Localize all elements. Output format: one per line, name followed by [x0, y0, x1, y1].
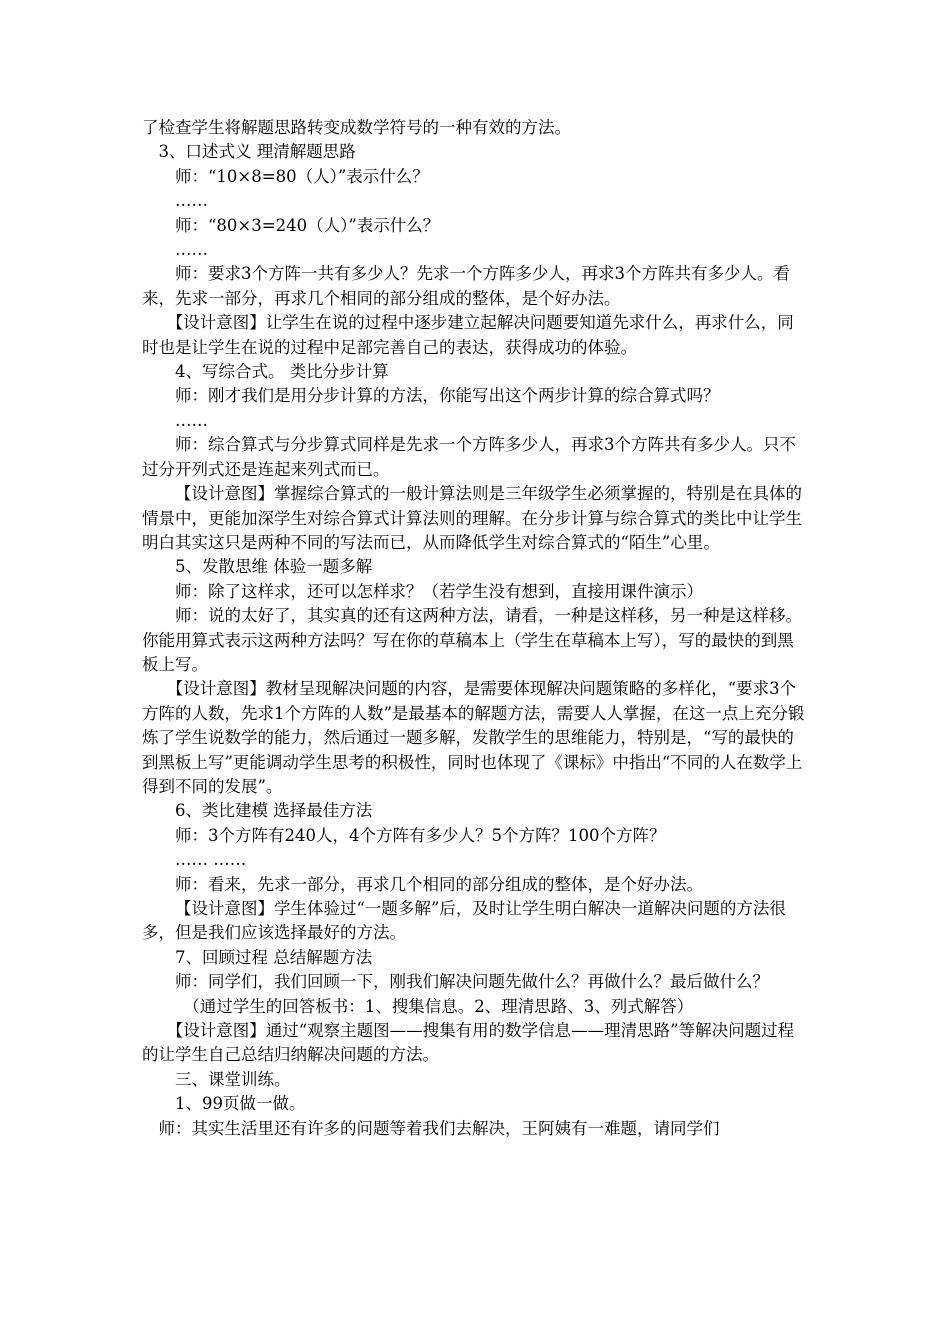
body-text — [142, 116, 810, 1141]
paragraph: 【设计意图】通过“观察主题图——搜集有用的数学信息——理清思路”等解决问题过程的让学生自己总结归纳解决问题的方法。 — [142, 1021, 795, 1065]
paragraph: …… — [175, 410, 208, 430]
paragraph: …… — [175, 191, 208, 211]
paragraph: 1、99页做一做。 — [175, 1094, 306, 1114]
paragraph: 师：刚才我们是用分步计算的方法，你能写出这个两步计算的综合算式吗？ — [175, 386, 720, 406]
paragraph: 5、发散思维 体验一题多解 — [175, 557, 373, 577]
paragraph: 师：其实生活里还有许多的问题等着我们去解决，王阿姨有一难题，请同学们 — [158, 1118, 720, 1138]
paragraph: 师：3个方阵有240人，4个方阵有多少人？5个方阵？100个方阵？ — [175, 825, 666, 845]
paragraph: 师：“10×8=80（人）”表示什么？ — [175, 166, 429, 186]
paragraph: 4、写综合式。 类比分步计算 — [175, 362, 389, 382]
paragraph: 三、课堂训练。 — [175, 1069, 291, 1089]
paragraph: 师：综合算式与分步算式同样是先求一个方阵多少人，再求3个方阵共有多少人。只不过分开列式还是连起来列式而已。 — [142, 435, 796, 479]
paragraph: 【设计意图】让学生在说的过程中逐步建立起解决问题要知道先求什么，再求什么，同时也是让学生在说的过程中足部完善自己的表达，获得成功的体验。 — [142, 313, 794, 357]
paragraph: 师：要求3个方阵一共有多少人？先求一个方阵多少人，再求3个方阵共有多少人。看来，先求一部分，再求几个相同的部分组成的整体，是个好办法。 — [142, 264, 790, 308]
paragraph: 师：看来，先求一部分，再求几个相同的部分组成的整体，是个好办法。 — [175, 874, 703, 894]
paragraph: 师：说的太好了，其实真的还有这两种方法，请看，一种是这样移，另一种是这样移。你能用算式表示这两种方法吗？写在你的草稿本上（学生在草稿本上写），写的最快的到黑板上写。 — [142, 606, 802, 674]
paragraph: 3、口述式义 理清解题思路 — [158, 142, 356, 162]
paragraph: 师：同学们，我们回顾一下，刚我们解决问题先做什么？再做什么？最后做什么？ — [175, 972, 769, 992]
paragraph: （通过学生的回答板书：1、搜集信息。2、理清思路、3、列式解答） — [183, 996, 694, 1016]
paragraph: 7、回顾过程 总结解题方法 — [175, 947, 373, 967]
paragraph: 6、类比建模 选择最佳方法 — [175, 801, 373, 821]
paragraph: 了检查学生将解题思路转变成数学符号的一种有效的方法。 — [142, 118, 571, 137]
paragraph: …… …… — [175, 850, 247, 870]
paragraph: 【设计意图】掌握综合算式的一般计算法则是三年级学生必须掌握的，特别是在具体的情景中，更能加深学生对综合算式计算法则的理解。在分步计算与综合算式的类比中让学生明白其实这只是两种不同的写法而已，从而降低学生对综合算式的“陌生”心里。 — [142, 484, 802, 552]
paragraph: 【设计意图】学生体验过“一题多解”后，及时让学生明白解决一道解决问题的方法很多，但是我们应该选择最好的方法。 — [142, 899, 786, 943]
paragraph: …… — [175, 240, 208, 260]
paragraph: 师：“80×3=240（人）”表示什么？ — [175, 215, 440, 235]
paragraph: 【设计意图】教材呈现解决问题的内容，是需要体现解决问题策略的多样化，“要求3个方阵的人数，先求1个方阵的人数”是最基本的解题方法，需要人人掌握，在这一点上充分锻炼了学生说数学的能力，然后通过一题多解，发散学生的思维能力，特别是，“写的最快的到黑板上写”更能调动学生思考的积极性，同时也体现了《课标》中指出“不同的人在数学上得到不同的发展”。 — [142, 679, 805, 796]
paragraph: 师：除了这样求，还可以怎样求？（若学生没有想到，直接用课件演示） — [175, 581, 703, 601]
